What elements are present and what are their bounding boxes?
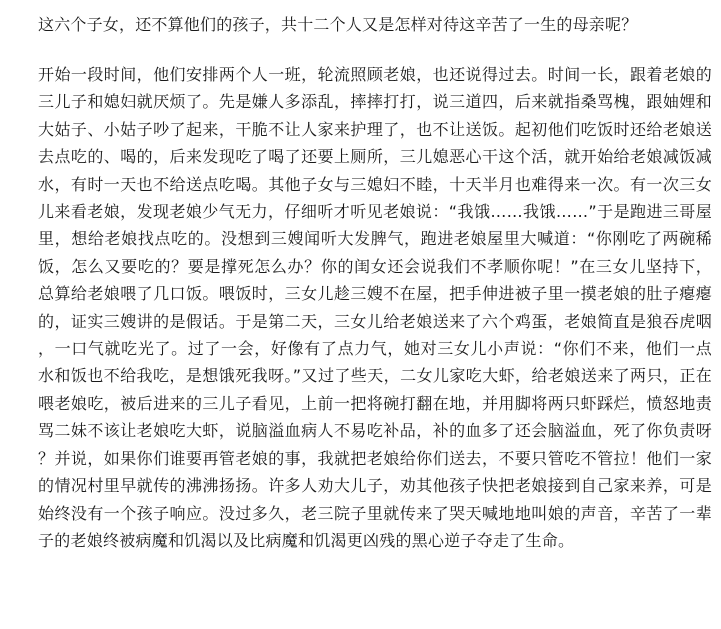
body-paragraph: 开始一段时间，他们安排两个人一班，轮流照顾老娘，也还说得过去。时间一长，跟着老娘的三儿子和媳妇就厌烦了。先是嫌人多添乱，摔摔打打，说三道四，后来就指桑骂槐，跟妯娌和大姑子、小姑子吵了起来，干脆不让人家来护理了，也不让送饭。起初他们吃饭时还给老娘送去点吃的、喝的，后来发现吃了喝了还要上厕所，三儿媳恶心干这个活，就开始给老娘减饭减水，有时一天也不给送点吃喝。其他子女与三媳妇不睦，十天半月也难得来一次。有一次三女儿来看老娘，发现老娘少气无力，仔细听才听见老娘说：“我饿……我饿……”于是跑进三哥屋里，想给老娘找点吃的。没想到三嫂闻听大发脾气，跑进老娘屋里大喊道：“你刚吃了两碗稀饭，怎么又要吃的？要是撑死怎么办？你的闺女还会说我们不孝顺你呢！”在三女儿坚持下，总算给老娘喂了几口饭。喂饭时，三女儿趁三嫂不在屋，把手伸进被子里一摸老娘的肚子瘪瘪的，证实三嫂讲的是假话。于是第二天，三女儿给老娘送来了六个鸡蛋，老娘简直是狼吞虎咽，一口气就吃光了。过了一会，好像有了点力气，她对三女儿小声说：“你们不来，他们一点水和饭也不给我吃，是想饿死我呀。”又过了些天，二女儿家吃大虾，给老娘送来了两只，正在喂老娘吃，被后进来的三儿子看见，上前一把将碗打翻在地，并用脚将两只虾踩烂，愤怒地责骂二妹不该让老娘吃大虾，说脑溢血病人不易吃补品，补的血多了还会脑溢血，死了你负责呀？并说，如果你们谁要再管老娘的事，我就把老娘给你们送去，不要只管吃不管拉！他们一家的情况村里早就传的沸沸扬扬。许多人劝大儿子，劝其他孩子快把老娘接到自己家来养，可是始终没有一个孩子响应。没过多久，老三院子里就传来了哭天喊地地叫娘的声音，辛苦了一辈子的老娘终被病魔和饥渴以及比病魔和饥渴更凶残的黑心逆子夺走了生命。	[38, 65, 712, 550]
intro-paragraph: 这六个子女，还不算他们的孩子，共十二个人又是怎样对待这辛苦了一生的母亲呢？	[38, 15, 638, 34]
